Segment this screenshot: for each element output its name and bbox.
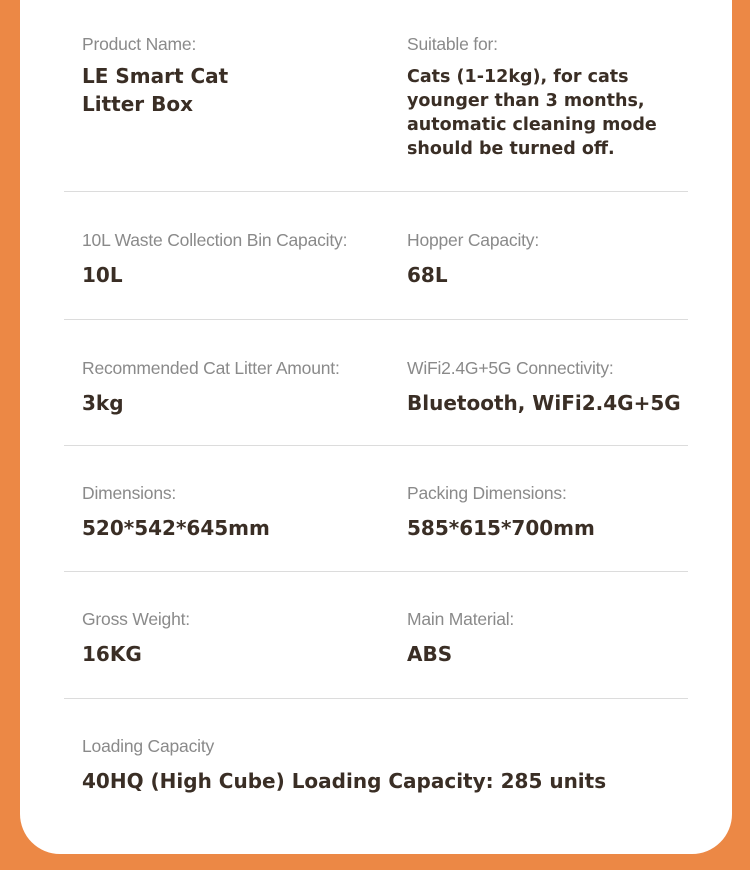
spec-suitable-for	[407, 32, 697, 161]
spec-label: Recommended Cat Litter Amount:	[82, 358, 340, 378]
spec-label: Loading Capacity	[82, 736, 215, 756]
spec-dimensions	[82, 481, 382, 542]
spec-label: Suitable for:	[407, 34, 498, 54]
divider	[64, 445, 688, 446]
spec-gross-weight	[82, 607, 382, 668]
spec-label: Product Name:	[82, 34, 197, 54]
spec-label: Hopper Capacity:	[407, 230, 540, 250]
spec-label: WiFi2.4G+5G Connectivity:	[407, 358, 614, 378]
spec-waste-bin-capacity	[82, 228, 382, 289]
divider	[64, 698, 688, 699]
spec-value: LE Smart Cat Litter Box	[82, 64, 229, 116]
spec-value: 585*615*700mm	[407, 516, 595, 540]
spec-value: 16KG	[82, 642, 142, 666]
spec-hopper-capacity	[407, 228, 697, 289]
spec-value: 10L	[82, 263, 123, 287]
spec-product-name	[82, 32, 382, 118]
spec-label: Gross Weight:	[82, 609, 190, 629]
spec-value: ABS	[407, 642, 453, 666]
spec-litter-amount	[82, 356, 382, 417]
spec-value: 3kg	[82, 391, 124, 415]
spec-value: 520*542*645mm	[82, 516, 270, 540]
spec-value: Cats (1-12kg), for cats younger than 3 months, automatic cleaning mode should be turned off.	[407, 67, 657, 159]
spec-loading-capacity	[82, 734, 682, 795]
spec-label: Packing Dimensions:	[407, 483, 567, 503]
spec-label: Dimensions:	[82, 483, 177, 503]
spec-connectivity	[407, 356, 697, 417]
spec-label: Main Material:	[407, 609, 515, 629]
spec-main-material	[407, 607, 697, 668]
spec-card	[20, 0, 732, 854]
spec-value: 68L	[407, 263, 448, 287]
spec-value: 40HQ (High Cube) Loading Capacity: 285 units	[82, 769, 607, 793]
divider	[64, 571, 688, 572]
divider	[64, 319, 688, 320]
divider	[64, 191, 688, 192]
spec-label: 10L Waste Collection Bin Capacity:	[82, 230, 348, 250]
spec-packing-dimensions	[407, 481, 697, 542]
spec-value: Bluetooth, WiFi2.4G+5G	[407, 391, 681, 415]
